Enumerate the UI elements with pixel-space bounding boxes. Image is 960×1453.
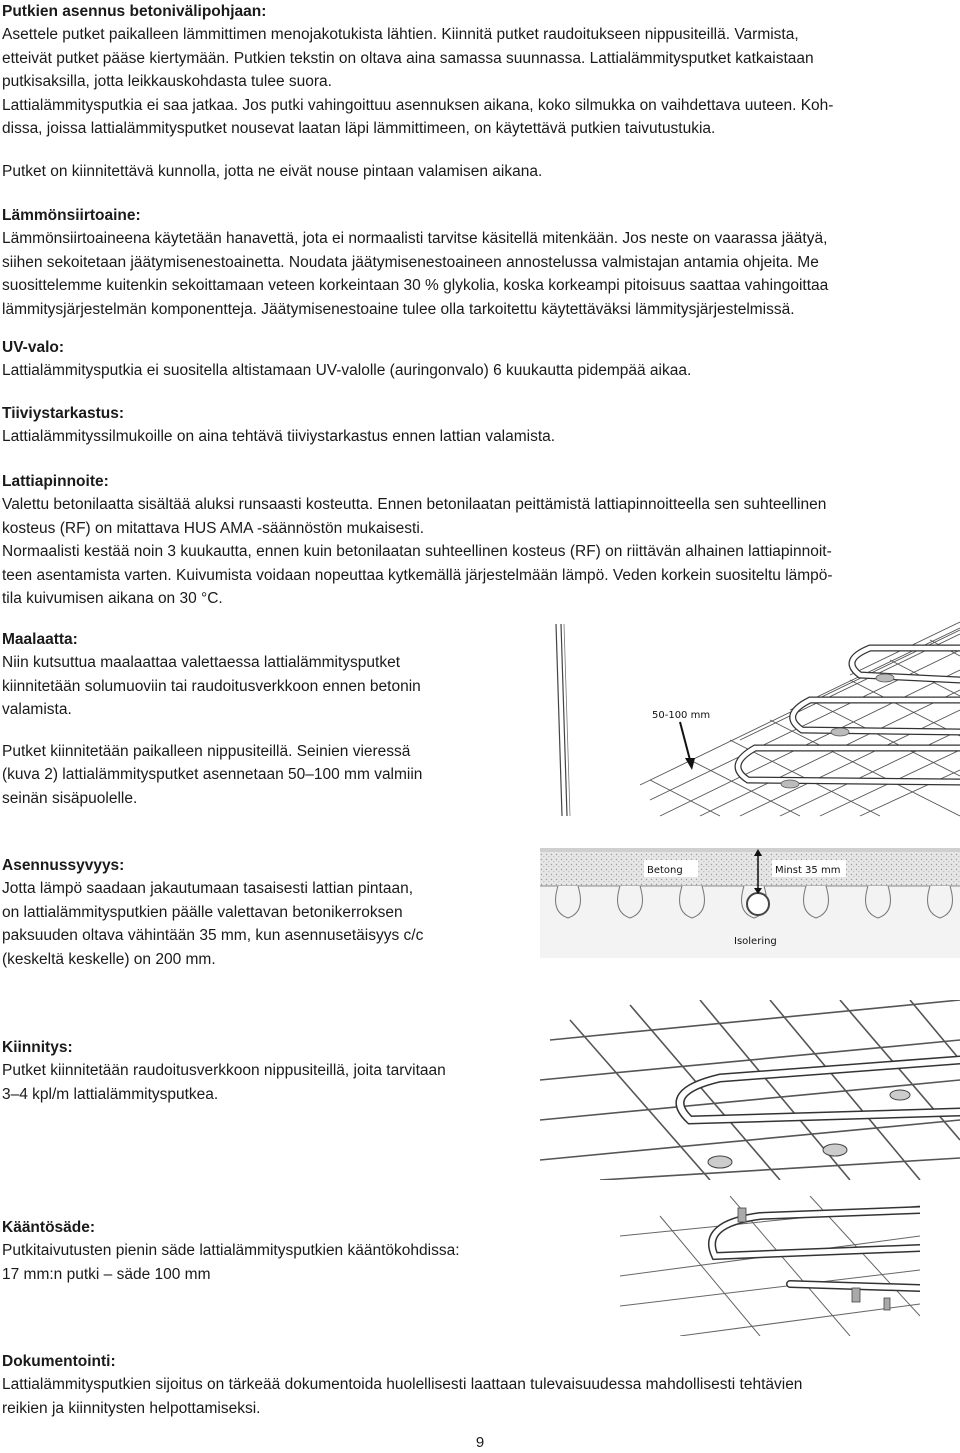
text-line: Lattialämmitysputkia ei suositella altistamaan UV-valolle (auringonvalo) 6 kuukautta pidempää aikaa. (2, 362, 692, 380)
text-line: teen asentamista varten. Kuivumista voidaan nopeuttaa kytkemällä järjestelmään lämpö. Veden korkein suositeltu lämpö- (2, 566, 833, 584)
text-line: 17 mm:n putki – säde 100 mm (2, 1265, 211, 1283)
text-line: dissa, joissa lattialämmitysputket nousevat laatan läpi lämmittimeen, on käytettävä putkien taivutustukia. (2, 120, 716, 138)
heading-asennussyvyys: Asennussyvyys: (2, 857, 125, 874)
figure-bend-radius (620, 1196, 920, 1336)
figure-cross-section (540, 848, 960, 958)
text-line: on lattialämmitysputkien päälle valettavan betonikerroksen (2, 903, 403, 921)
heading-kaantosade: Kääntösäde: (2, 1219, 96, 1236)
text-line: tila kuivumisen aikana on 30 °C. (2, 590, 223, 608)
text-line: Lämmönsiirtoaineena käytetään hanavettä, jota ei normaalisti tarvitse käsitellä mitenkään. Jos neste on vaarassa jäätyä, (2, 230, 828, 248)
heading-lattiapinnoite: Lattiapinnoite: (2, 473, 109, 490)
text-line: Lattialämmitysputkien sijoitus on tärkeää dokumentoida huolellisesti laattaan tulevaisuudessa mahdollisesti tehtävien (2, 1376, 803, 1394)
text-line: (keskeltä keskelle) on 200 mm. (2, 950, 216, 968)
text-line: putkisaksilla, jotta leikkauskohdasta tulee suora. (2, 73, 332, 91)
text-line: siihen sekoitetaan jäätymisenestoainetta. Noudata jäätymisenestoaineen annostelussa valmistajan antamia ohjeita. Me (2, 253, 819, 271)
section-lammonsiirtoaine (2, 204, 954, 321)
heading-dokumentointi: Dokumentointi: (2, 1353, 116, 1370)
text-line: valamista. (2, 701, 72, 719)
text-line: reikien ja kiinnitysten helpottamiseksi. (2, 1399, 261, 1417)
text-line: Putket kiinnitetään raudoitusverkkoon nippusiteillä, joita tarvitaan (2, 1062, 446, 1080)
section-putkien-asennus (2, 0, 954, 140)
text-line: suosittelemme kuitenkin sekoittamaan veteen korkeintaan 30 % glykolia, koska korkeampi pitoisuus saattaa vahingoittaa (2, 277, 829, 295)
text-line: lämmitysjärjestelmän komponentteja. Jäätymisenestoaine tulee olla tarkoitettu käytettäväksi lämmitysjärjestelmissä. (2, 300, 795, 318)
paragraph-seinien-vieressa (2, 740, 502, 810)
text-line: Lattialämmitysputkia ei saa jatkaa. Jos putki vahingoittuu asennuksen aikana, koko silmukka on vaihdettava uuteen. Koh- (2, 96, 834, 114)
heading-putkien-asennus: Putkien asennus betonivälipohjaan: (2, 3, 267, 20)
section-asennussyvyys (2, 854, 502, 971)
heading-kiinnitys: Kiinnitys: (2, 1039, 73, 1056)
text-line: Normaalisti kestää noin 3 kuukautta, ennen kuin betonilaatan suhteellinen kosteus (RF) on riittävän alhainen lattiapinnoit- (2, 543, 832, 561)
text-line: paksuuden oltava vähintään 35 mm, kun asennusetäisyys c/c (2, 927, 424, 945)
label-betong: Betong (647, 865, 683, 876)
text-line: 3–4 kpl/m lattialämmitysputkea. (2, 1085, 219, 1103)
section-tiiviystarkastus (2, 402, 954, 449)
text-line: (kuva 2) lattialämmitysputket asennetaan 50–100 mm valmiin (2, 766, 423, 784)
heading-uv-valo: UV-valo: (2, 339, 65, 356)
figure-mesh-tied-pipe (540, 1000, 960, 1180)
text-line: Putket on kiinnitettävä kunnolla, jotta ne eivät nouse pintaan valamisen aikana. (2, 163, 543, 180)
heading-maalaatta: Maalaatta: (2, 631, 78, 648)
section-maalaatta (2, 628, 502, 722)
text-line: seinän sisäpuolelle. (2, 789, 138, 807)
text-line: kosteus (RF) on mitattava HUS AMA -säännöstön mukaisesti. (2, 519, 425, 537)
figure-wall-mesh-pipes (540, 620, 960, 820)
paragraph-kiinnitys-note (2, 160, 954, 183)
text-line: Asettele putket paikalleen lämmittimen menojakotukista lähtien. Kiinnitä putket raudoitukseen nippusiteillä. Varmista, (2, 26, 799, 44)
text-line: Putket kiinnitetään paikalleen nippusiteillä. Seinien vieressä (2, 743, 411, 760)
label-minst-35-mm: Minst 35 mm (775, 865, 841, 876)
section-uv-valo (2, 336, 954, 383)
page-number: 9 (475, 1434, 485, 1451)
section-dokumentointi (2, 1350, 954, 1420)
text-line: Jotta lämpö saadaan jakautumaan tasaisesti lattian pintaan, (2, 880, 414, 898)
text-line: Valettu betonilaatta sisältää aluksi runsaasti kosteutta. Ennen betonilaatan peittämistä lattiapinnoitteella sen suhteellinen (2, 496, 827, 514)
text-line: Putkitaivutusten pienin säde lattialämmitysputkien kääntökohdissa: (2, 1242, 460, 1260)
section-lattiapinnoite (2, 470, 954, 610)
text-line: Lattialämmityssilmukoille on aina tehtävä tiiviystarkastus ennen lattian valamista. (2, 428, 556, 446)
text-line: kiinnitetään solumuoviin tai raudoitusverkkoon ennen betonin (2, 677, 421, 695)
label-50-100-mm: 50-100 mm (652, 710, 711, 721)
heading-tiiviystarkastus: Tiiviystarkastus: (2, 405, 125, 422)
heading-lammonsiirtoaine: Lämmönsiirtoaine: (2, 207, 141, 224)
label-isolering: Isolering (734, 936, 777, 947)
text-line: Niin kutsuttua maalaattaa valettaessa lattialämmitysputket (2, 654, 401, 672)
text-line: etteivät putket pääse kiertymään. Putkien tekstin on oltava aina samassa suunnassa. Lattialämmitysputket katkaistaan (2, 49, 814, 67)
